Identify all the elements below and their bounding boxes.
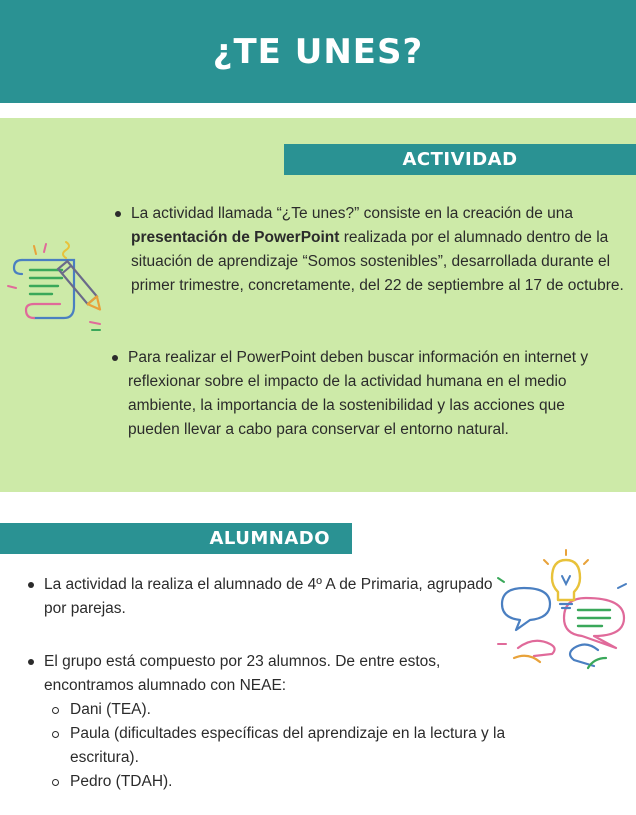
students-bullet-1 [44,573,494,621]
neae-students-list [44,698,514,794]
students-bullet-2-text: El grupo está compuesto por 23 alumnos. De entre estos, encontramos alumnado con NEAE: [44,653,441,694]
bullet-dot [115,211,121,217]
activity-bullet-1-text-end: realizada por el alumnado dentro de la situación de aprendizaje “Somos sostenibles”, desarrollada durante el primer trimestre, concretamente, del 22 de septiembre al 17 de octubre. [131,229,624,294]
bullet-ring [52,707,59,714]
list-item [44,722,514,770]
writing-document-icon [4,236,114,336]
page-header [0,0,636,103]
activity-bullet-1-bold: presentación de PowerPoint [131,229,340,246]
students-heading: ALUMNADO [0,523,352,554]
list-item-text: Dani (TEA). [70,701,151,718]
bullet-dot [112,355,118,361]
list-item [44,698,514,722]
activity-heading: ACTIVIDAD [284,144,636,175]
bullet-dot [28,659,34,665]
teamwork-idea-icon [494,548,632,678]
activity-bullet-1-text: La actividad llamada “¿Te unes?” consiste en la creación de una [131,205,574,222]
students-bullet-1-text: La actividad la realiza el alumnado de 4º A de Primaria, agrupado por parejas. [44,576,493,617]
page-title: ¿TE UNES? [212,31,424,72]
bullet-dot [28,582,34,588]
activity-bullet-1 [131,202,626,298]
students-bullet-2 [44,650,514,794]
bullet-ring [52,779,59,786]
activity-bullet-2 [128,346,608,442]
list-item-text: Paula (dificultades específicas del aprendizaje en la lectura y la escritura). [70,725,506,766]
list-item-text: Pedro (TDAH). [70,773,173,790]
bullet-ring [52,731,59,738]
activity-bullet-2-text: Para realizar el PowerPoint deben buscar información en internet y reflexionar sobre el impacto de la actividad humana en el medio ambiente, la importancia de la sostenibilidad y las acciones que pueden llevar a cabo para conservar el entorno natural. [128,349,589,438]
list-item [44,770,514,794]
